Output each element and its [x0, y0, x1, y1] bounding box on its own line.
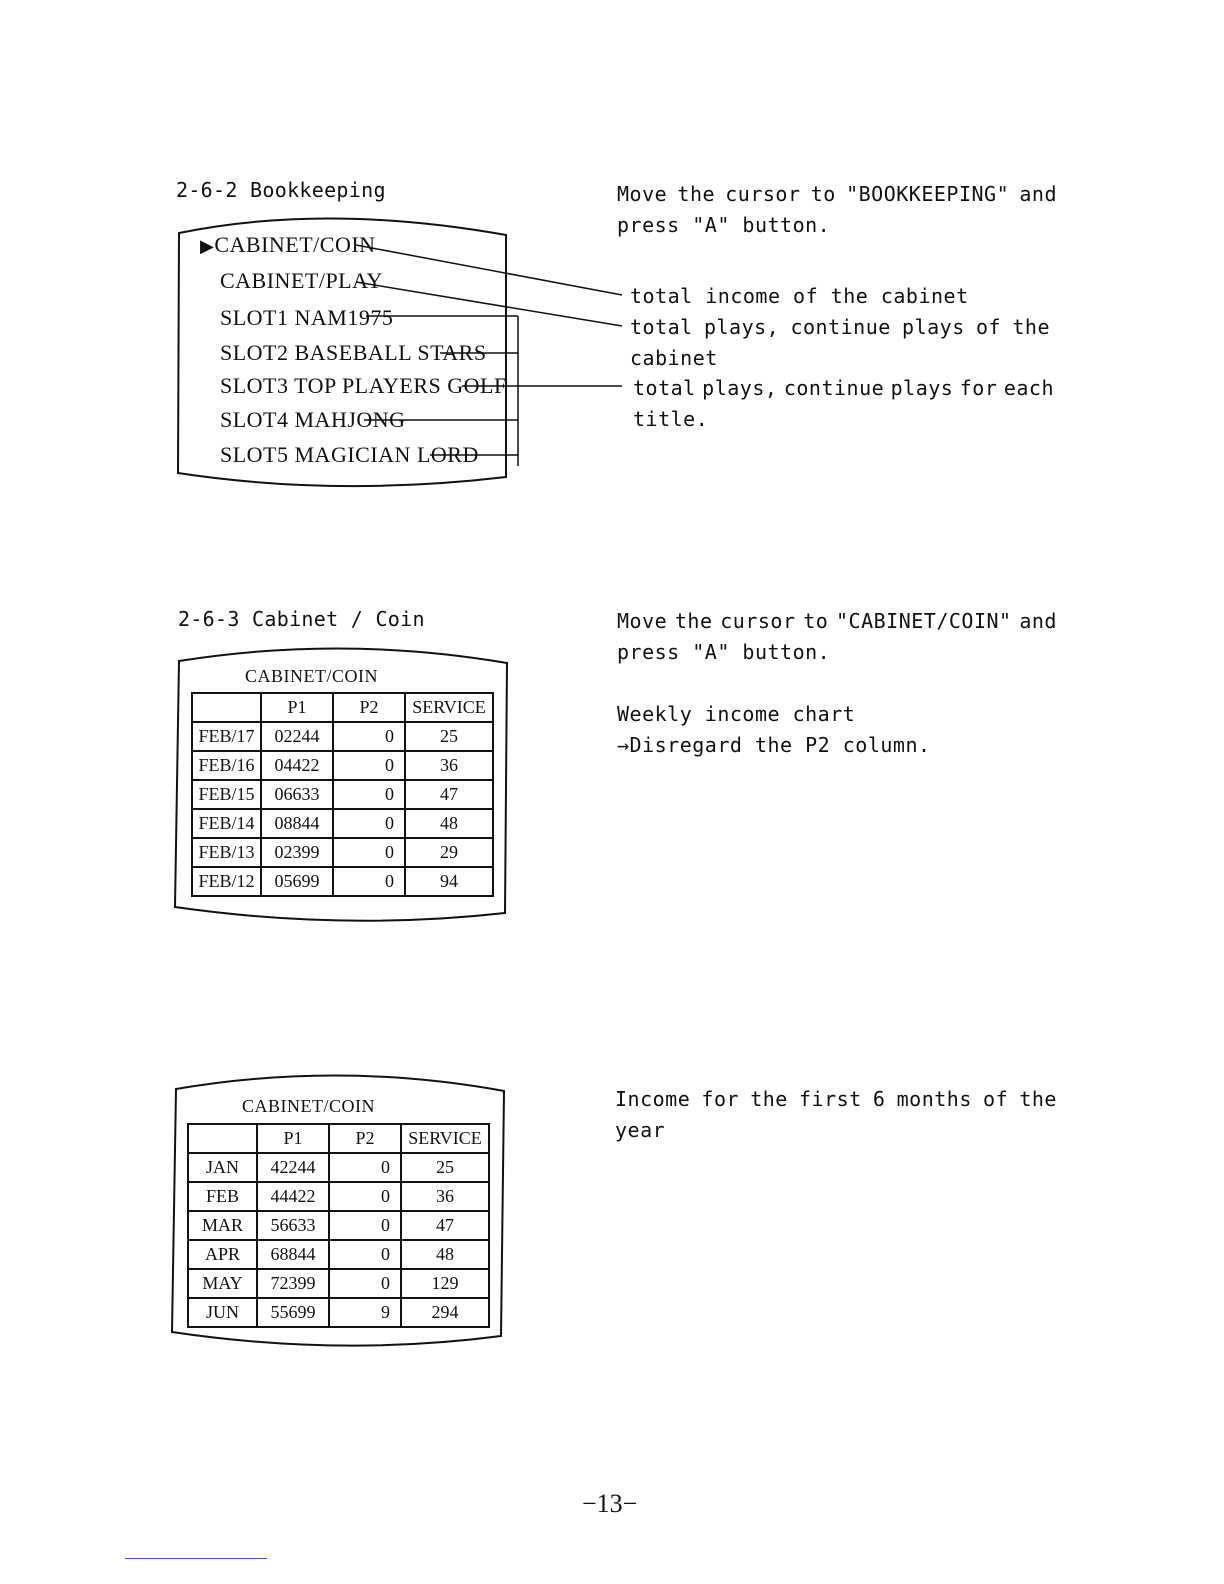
word: cursor	[720, 609, 796, 633]
weekly-income-table	[191, 692, 494, 897]
word: plays	[890, 376, 954, 400]
table-cell: APR	[188, 1240, 257, 1269]
column-header: P2	[329, 1124, 401, 1153]
table-cell: 36	[401, 1182, 489, 1211]
table-cell: 94	[405, 867, 493, 896]
table-cell: 42244	[257, 1153, 329, 1182]
word: "CABINET/COIN"	[836, 609, 1012, 633]
table-cell: JUN	[188, 1298, 257, 1327]
table-cell: 02399	[261, 838, 333, 867]
table-cell: 0	[329, 1240, 401, 1269]
note-slots-line-1	[633, 373, 1054, 404]
column-header	[188, 1124, 257, 1153]
table-cell: 08844	[261, 809, 333, 838]
table-cell: 47	[401, 1211, 489, 1240]
table-row	[188, 1153, 489, 1182]
table-row	[192, 722, 493, 751]
table-cell: FEB/12	[192, 867, 261, 896]
arrow-right-icon: →	[617, 733, 630, 757]
table-cell: MAR	[188, 1211, 257, 1240]
table-cell: 0	[333, 751, 405, 780]
table-cell: 06633	[261, 780, 333, 809]
note-cabinet-play	[630, 312, 1050, 374]
word: to	[810, 182, 836, 206]
menu-item-slot5[interactable]: SLOT5 MAGICIAN LORD	[220, 442, 479, 467]
menu-item-label: CABINET/COIN	[214, 232, 376, 257]
word: Income	[615, 1087, 691, 1111]
word: the	[750, 1087, 788, 1111]
table-cell: 68844	[257, 1240, 329, 1269]
menu-item-cabinet-play[interactable]: CABINET/PLAY	[220, 268, 383, 293]
table-cell: 36	[405, 751, 493, 780]
table-row	[192, 809, 493, 838]
table-header-row	[192, 693, 493, 722]
table-cell: 0	[333, 809, 405, 838]
word: Move	[617, 609, 668, 633]
table-title: CABINET/COIN	[242, 1096, 375, 1116]
menu-item-slot4[interactable]: SLOT4 MAHJONG	[220, 407, 406, 432]
word: total	[633, 376, 696, 400]
monthly-income-table	[187, 1123, 490, 1328]
table-cell: FEB/14	[192, 809, 261, 838]
instruction-line-2: press "A" button.	[617, 640, 831, 664]
word: 6	[872, 1087, 886, 1111]
table-cell: MAY	[188, 1269, 257, 1298]
column-header: P1	[261, 693, 333, 722]
column-header: P2	[333, 693, 405, 722]
table-cell: 0	[333, 780, 405, 809]
table-cell: 05699	[261, 867, 333, 896]
instruction-line-1	[617, 606, 1057, 637]
table-row	[188, 1211, 489, 1240]
word: Move	[617, 182, 668, 206]
instruction-line-2: press "A" button.	[617, 213, 831, 237]
table-cell: 0	[329, 1182, 401, 1211]
instruction-cabinet-coin	[617, 606, 1057, 668]
note-play-line-1	[630, 312, 1050, 343]
table-cell: FEB/15	[192, 780, 261, 809]
word: for	[959, 376, 998, 400]
table-cell: 129	[401, 1269, 489, 1298]
word: total	[630, 315, 693, 339]
table-cell: 48	[401, 1240, 489, 1269]
table-cell: FEB/16	[192, 751, 261, 780]
word: plays,	[703, 315, 780, 339]
word: the	[1019, 1087, 1057, 1111]
table-cell: 48	[405, 809, 493, 838]
table-cell: 29	[405, 838, 493, 867]
note-six-months	[615, 1084, 1057, 1146]
table-row	[192, 838, 493, 867]
table-row	[188, 1269, 489, 1298]
word: of	[983, 1087, 1009, 1111]
table-cell: FEB	[188, 1182, 257, 1211]
word: and	[1019, 182, 1057, 206]
note-disregard-p2	[617, 730, 931, 761]
menu-item-slot3[interactable]: SLOT3 TOP PLAYERS GOLF	[220, 373, 507, 398]
menu-item-slot1[interactable]: SLOT1 NAM1975	[220, 305, 394, 330]
table-cell: 55699	[257, 1298, 329, 1327]
menu-item-slot2[interactable]: SLOT2 BASEBALL STARS	[220, 340, 487, 365]
table-row	[192, 780, 493, 809]
table-cell: 0	[329, 1153, 401, 1182]
column-header: SERVICE	[405, 693, 493, 722]
table-cell: 0	[329, 1211, 401, 1240]
table-header-row	[188, 1124, 489, 1153]
table-row	[192, 867, 493, 896]
table-row	[188, 1298, 489, 1327]
table-cell: 47	[405, 780, 493, 809]
table-cell: 04422	[261, 751, 333, 780]
footer-rule	[125, 1558, 267, 1559]
table-cell: 0	[333, 838, 405, 867]
word: plays,	[702, 376, 778, 400]
word: each	[1003, 376, 1054, 400]
table-cell: 44422	[257, 1182, 329, 1211]
column-header: P1	[257, 1124, 329, 1153]
table-cell: FEB/13	[192, 838, 261, 867]
table-cell: 294	[401, 1298, 489, 1327]
word: plays	[902, 315, 965, 339]
note-weekly-income: Weekly income chart	[617, 702, 856, 726]
word: first	[799, 1087, 862, 1111]
table-cell: 9	[329, 1298, 401, 1327]
word: continue	[790, 315, 891, 339]
note-text: Disregard the P2 column.	[629, 733, 931, 757]
word: continue	[783, 376, 885, 400]
column-header: SERVICE	[401, 1124, 489, 1153]
word: cursor	[725, 182, 801, 206]
note-line-1	[615, 1084, 1057, 1115]
word: the	[1012, 315, 1050, 339]
table-row	[192, 751, 493, 780]
table-cell: 02244	[261, 722, 333, 751]
section-heading-cabinet-coin: 2-6-3 Cabinet / Coin	[178, 607, 425, 631]
word: "BOOKKEEPING"	[846, 182, 1010, 206]
table-cell: 0	[329, 1269, 401, 1298]
word: the	[674, 609, 713, 633]
table-cell: 25	[401, 1153, 489, 1182]
table-cell: 0	[333, 722, 405, 751]
table-row	[188, 1182, 489, 1211]
table-title: CABINET/COIN	[245, 666, 378, 686]
word: to	[803, 609, 829, 633]
table-cell: 72399	[257, 1269, 329, 1298]
page-number: −13−	[582, 1489, 638, 1518]
note-slots-line-2: title.	[633, 407, 709, 431]
table-cell: 25	[405, 722, 493, 751]
note-play-line-2: cabinet	[630, 346, 718, 370]
section-heading-bookkeeping: 2-6-2 Bookkeeping	[176, 178, 386, 202]
word: of	[976, 315, 1002, 339]
cursor-arrow-icon: ▶	[200, 236, 215, 256]
word: months	[896, 1087, 972, 1111]
note-cabinet-coin: total income of the cabinet	[630, 284, 969, 308]
table-cell: FEB/17	[192, 722, 261, 751]
word: for	[701, 1087, 740, 1111]
table-cell: 0	[333, 867, 405, 896]
word: and	[1019, 609, 1057, 633]
table-row	[188, 1240, 489, 1269]
note-slots	[633, 373, 1054, 435]
table-cell: JAN	[188, 1153, 257, 1182]
note-line-2: year	[615, 1118, 666, 1142]
table-cell: 56633	[257, 1211, 329, 1240]
column-header	[192, 693, 261, 722]
word: the	[677, 182, 716, 206]
